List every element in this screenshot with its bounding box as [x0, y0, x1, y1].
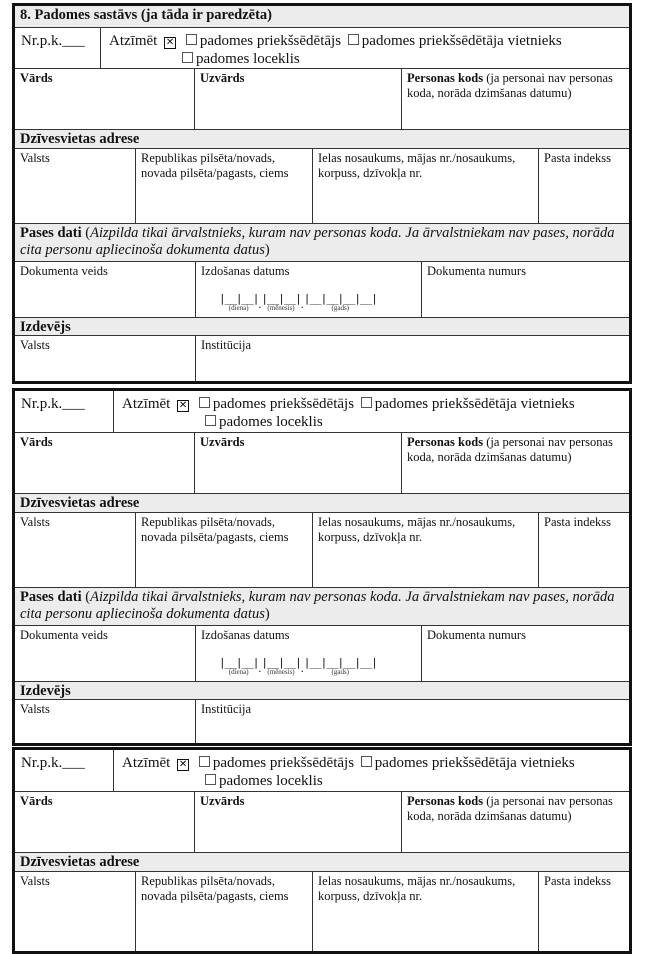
- postal-code-label: Pasta indekss: [544, 874, 612, 888]
- document-number-field[interactable]: [421, 262, 629, 317]
- postal-code-label: Pasta indekss: [544, 151, 612, 165]
- date-year-input-caption: (gads): [331, 304, 350, 312]
- last-name-field[interactable]: [194, 433, 401, 493]
- country-field[interactable]: [15, 872, 135, 951]
- role-vice-label: padomes priekšsēdētāja vietnieks: [374, 755, 575, 771]
- checkbox-member[interactable]: [182, 52, 193, 63]
- first-name-field[interactable]: [15, 792, 194, 852]
- city-field[interactable]: [135, 513, 312, 587]
- first-name-label: Vārds: [20, 71, 53, 85]
- passport-header-label: Pases dati: [20, 589, 82, 605]
- role-selection: [113, 750, 629, 791]
- date-month-input-caption: (mēnesis): [267, 668, 295, 676]
- residence-header: Dzīvesvietas adrese: [15, 494, 629, 512]
- issuer-country-label: Valsts: [20, 702, 50, 716]
- role-vice-label: padomes priekšsēdētāja vietnieks: [374, 396, 575, 412]
- residence-header: Dzīvesvietas adrese: [15, 853, 629, 871]
- role-selection: [113, 391, 629, 432]
- postal-code-field[interactable]: [538, 149, 629, 223]
- first-name-field[interactable]: [15, 69, 194, 129]
- last-name-field[interactable]: [194, 792, 401, 852]
- first-name-label: Vārds: [20, 794, 53, 808]
- nr-field[interactable]: [15, 28, 100, 68]
- document-number-field[interactable]: [421, 626, 629, 681]
- country-label: Valsts: [20, 515, 50, 529]
- postal-code-field[interactable]: [538, 872, 629, 951]
- passport-note: Aizpilda tikai ārvalstnieks, kuram nav personas koda. Ja ārvalstniekam nav pases, norāda cita personu apliecinoša dokumenta datus: [20, 225, 615, 258]
- country-label: Valsts: [20, 151, 50, 165]
- board-member-block: [12, 747, 632, 954]
- role-chairman-label: padomes priekšsēdētājs: [212, 396, 355, 412]
- mark-example-icon: ✕: [165, 37, 175, 48]
- role-member-label: padomes loceklis: [196, 51, 300, 67]
- section-title: 8. Padomes sastāvs (ja tāda ir paredzēta): [15, 6, 629, 27]
- mark-label: Atzīmēt: [109, 33, 158, 49]
- date-day-input[interactable]: |__|__| (diena): [219, 656, 259, 676]
- document-type-field[interactable]: [15, 626, 195, 681]
- role-chairman-label: padomes priekšsēdētājs: [212, 755, 355, 771]
- street-field[interactable]: [312, 149, 538, 223]
- first-name-field[interactable]: [15, 433, 194, 493]
- first-name-label: Vārds: [20, 435, 53, 449]
- country-field[interactable]: [15, 513, 135, 587]
- personal-code-field[interactable]: [401, 792, 629, 852]
- checkbox-member[interactable]: [205, 774, 216, 785]
- passport-header: Pases dati (Aizpilda tikai ārvalstnieks, kuram nav personas koda. Ja ārvalstniekam nav pases, norāda cita personu apliecinoša dokumenta datus): [15, 224, 629, 261]
- postal-code-label: Pasta indekss: [544, 515, 612, 529]
- issuer-country-field[interactable]: [15, 700, 195, 743]
- street-label: Ielas nosaukums, mājas nr./nosaukums, korpuss, dzīvokļa nr.: [318, 151, 516, 180]
- role-member-label: padomes loceklis: [219, 414, 323, 430]
- checkbox-chairman[interactable]: [186, 34, 197, 45]
- checkbox-vice-chairman[interactable]: [361, 756, 372, 767]
- personal-code-label: Personas kods: [407, 435, 484, 449]
- personal-code-label: Personas kods: [407, 71, 484, 85]
- personal-code-note: (ja personai nav personas koda, norāda dzimšanas datumu): [407, 794, 613, 823]
- board-member-block: [12, 3, 632, 384]
- checkbox-vice-chairman[interactable]: [348, 34, 359, 45]
- institution-field[interactable]: [195, 700, 629, 743]
- document-number-label: Dokumenta numurs: [427, 628, 526, 642]
- date-year-input-caption: (gads): [331, 668, 350, 676]
- issuer-country-label: Valsts: [20, 338, 50, 352]
- personal-code-note: (ja personai nav personas koda, norāda dzimšanas datumu): [407, 435, 613, 464]
- city-label: Republikas pilsēta/novads, novada pilsēta/pagasts, ciems: [141, 874, 289, 903]
- issue-date-label: Izdošanas datums: [201, 628, 290, 642]
- issuer-header: Izdevējs: [15, 318, 629, 335]
- institution-label: Institūcija: [201, 702, 251, 716]
- last-name-label: Uzvārds: [200, 435, 245, 449]
- passport-header: Pases dati (Aizpilda tikai ārvalstnieks, kuram nav personas koda. Ja ārvalstniekam nav pases, norāda cita personu apliecinoša dokumenta datus): [15, 588, 629, 625]
- mark-label: Atzīmēt: [122, 396, 171, 412]
- issuer-country-field[interactable]: [15, 336, 195, 381]
- personal-code-field[interactable]: [401, 433, 629, 493]
- issue-date-label: Izdošanas datums: [201, 264, 290, 278]
- board-member-block: [12, 388, 632, 746]
- country-field[interactable]: [15, 149, 135, 223]
- checkbox-member[interactable]: [205, 415, 216, 426]
- nr-field[interactable]: [15, 750, 113, 791]
- passport-note: Aizpilda tikai ārvalstnieks, kuram nav personas koda. Ja ārvalstniekam nav pases, norāda cita personu apliecinoša dokumenta datus: [20, 589, 615, 622]
- mark-example-icon: ✕: [178, 400, 188, 411]
- date-month-input[interactable]: |__|__| (mēnesis): [261, 656, 301, 676]
- last-name-label: Uzvārds: [200, 71, 245, 85]
- date-day-input-caption: (diena): [228, 668, 249, 676]
- mark-example-icon: ✕: [178, 759, 188, 770]
- role-selection: [100, 28, 629, 68]
- checkbox-vice-chairman[interactable]: [361, 397, 372, 408]
- street-label: Ielas nosaukums, mājas nr./nosaukums, korpuss, dzīvokļa nr.: [318, 515, 516, 544]
- document-type-label: Dokumenta veids: [20, 264, 108, 278]
- document-number-label: Dokumenta numurs: [427, 264, 526, 278]
- residence-header: Dzīvesvietas adrese: [15, 130, 629, 148]
- city-field[interactable]: [135, 872, 312, 951]
- date-year-input[interactable]: |__|__|__|__| (gads): [303, 656, 377, 676]
- last-name-label: Uzvārds: [200, 794, 245, 808]
- nr-field[interactable]: [15, 391, 113, 432]
- nr-label: Nr.p.k.___: [21, 396, 85, 412]
- issue-date-field: Izdošanas datums |__|__| (diena) . |__|__| (mēnesis) . |__|__|__|__| (gads): [195, 626, 421, 681]
- institution-label: Institūcija: [201, 338, 251, 352]
- role-chairman-label: padomes priekšsēdētājs: [199, 33, 342, 49]
- street-field[interactable]: [312, 513, 538, 587]
- last-name-field[interactable]: [194, 69, 401, 129]
- checkbox-chairman[interactable]: [199, 756, 210, 767]
- city-label: Republikas pilsēta/novads, novada pilsēta/pagasts, ciems: [141, 151, 289, 180]
- date-year-input[interactable]: |__|__|__|__| (gads): [303, 292, 377, 312]
- nr-label: Nr.p.k.___: [21, 755, 85, 771]
- date-day-input-caption: (diena): [228, 304, 249, 312]
- date-month-input[interactable]: |__|__| (mēnesis): [261, 292, 301, 312]
- personal-code-note: (ja personai nav personas koda, norāda dzimšanas datumu): [407, 71, 613, 100]
- personal-code-field[interactable]: [401, 69, 629, 129]
- street-label: Ielas nosaukums, mājas nr./nosaukums, korpuss, dzīvokļa nr.: [318, 874, 516, 903]
- checkbox-chairman[interactable]: [199, 397, 210, 408]
- issue-date-field: Izdošanas datums |__|__| (diena) . |__|__| (mēnesis) . |__|__|__|__| (gads): [195, 262, 421, 317]
- passport-header-label: Pases dati: [20, 225, 82, 241]
- city-field[interactable]: [135, 149, 312, 223]
- postal-code-field[interactable]: [538, 513, 629, 587]
- document-type-field[interactable]: [15, 262, 195, 317]
- document-type-label: Dokumenta veids: [20, 628, 108, 642]
- personal-code-label: Personas kods: [407, 794, 484, 808]
- date-day-input[interactable]: |__|__| (diena): [219, 292, 259, 312]
- institution-field[interactable]: [195, 336, 629, 381]
- city-label: Republikas pilsēta/novads, novada pilsēta/pagasts, ciems: [141, 515, 289, 544]
- role-member-label: padomes loceklis: [219, 773, 323, 789]
- nr-label: Nr.p.k.___: [21, 33, 85, 49]
- issuer-header: Izdevējs: [15, 682, 629, 699]
- role-vice-label: padomes priekšsēdētāja vietnieks: [361, 33, 562, 49]
- date-month-input-caption: (mēnesis): [267, 304, 295, 312]
- country-label: Valsts: [20, 874, 50, 888]
- street-field[interactable]: [312, 872, 538, 951]
- mark-label: Atzīmēt: [122, 755, 171, 771]
